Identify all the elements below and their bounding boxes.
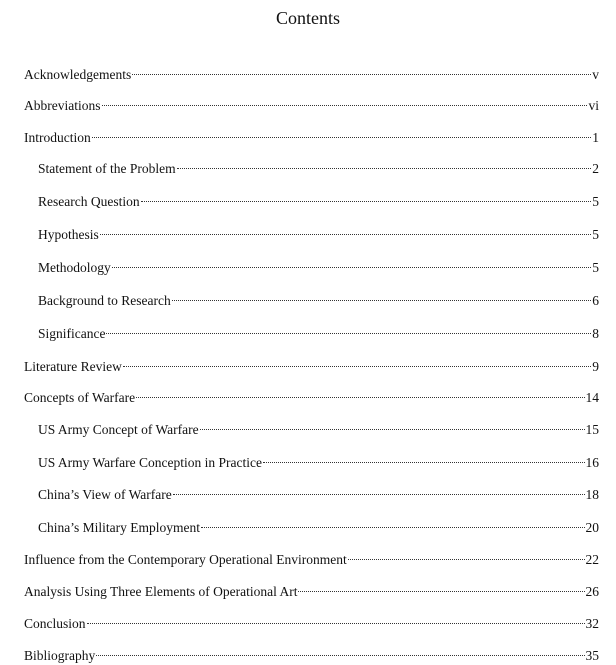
dot-leader <box>106 320 591 338</box>
toc-entry-label: US Army Warfare Conception in Practice <box>38 455 262 470</box>
toc-entry-page: 16 <box>585 455 599 470</box>
dot-leader <box>173 481 585 499</box>
toc-entry-page: 26 <box>585 584 599 599</box>
toc-entry-label: Statement of the Problem <box>38 161 176 176</box>
dot-leader <box>177 155 592 173</box>
toc-entry-label: Bibliography <box>24 648 96 663</box>
toc-entry-label: Significance <box>38 326 106 341</box>
toc-entry-label: Introduction <box>24 130 91 145</box>
toc-entry-page: 5 <box>592 227 599 242</box>
toc-entry-research-question[interactable] <box>38 188 599 209</box>
toc-entry-literature-review[interactable] <box>24 353 599 374</box>
toc-entry-methodology[interactable] <box>38 254 599 275</box>
dot-leader <box>172 287 592 305</box>
dot-leader <box>92 124 592 142</box>
dot-leader <box>136 384 584 402</box>
toc-entry-analysis-operational-art[interactable] <box>24 578 599 599</box>
toc-entry-page: vi <box>588 98 599 113</box>
dot-leader <box>132 61 591 79</box>
toc-entry-label: Methodology <box>38 260 111 275</box>
toc-entry-label: Acknowledgements <box>24 67 132 82</box>
dot-leader <box>200 416 585 434</box>
toc-entry-label: China’s View of Warfare <box>38 487 172 502</box>
toc-entry-us-army-concept-of-warfare[interactable] <box>38 416 599 437</box>
dot-leader <box>96 642 584 660</box>
toc-entry-page: 22 <box>585 552 599 567</box>
toc-entry-page: 6 <box>592 293 599 308</box>
toc-entry-page: 14 <box>585 390 599 405</box>
toc-entry-significance[interactable] <box>38 320 599 341</box>
toc-entry-page: 35 <box>585 648 599 663</box>
toc-entry-acknowledgements[interactable] <box>24 61 599 82</box>
page-title: Contents <box>275 8 340 28</box>
toc-entry-page: 8 <box>592 326 599 341</box>
dot-leader <box>102 92 588 110</box>
dot-leader <box>348 546 585 564</box>
dot-leader <box>112 254 592 272</box>
toc-entry-page: 5 <box>592 260 599 275</box>
dot-leader <box>100 221 592 239</box>
toc-entry-page: 9 <box>592 359 599 374</box>
toc-entry-background-to-research[interactable] <box>38 287 599 308</box>
toc-entry-label: Background to Research <box>38 293 171 308</box>
toc-entry-page: 2 <box>592 161 599 176</box>
toc-entry-page: 18 <box>585 487 599 502</box>
toc-entry-page: 32 <box>585 616 599 631</box>
toc-entry-label: Concepts of Warfare <box>24 390 136 405</box>
toc-entry-conclusion[interactable] <box>24 610 599 631</box>
toc-entry-label: Hypothesis <box>38 227 99 242</box>
toc-entry-label: China’s Military Employment <box>38 520 200 535</box>
toc-entry-page: 5 <box>592 194 599 209</box>
toc-entry-us-army-warfare-conception[interactable] <box>38 449 599 470</box>
dot-leader <box>123 353 591 371</box>
toc-entry-label: Analysis Using Three Elements of Operational Art <box>24 584 298 599</box>
toc-entry-bibliography[interactable] <box>24 642 599 663</box>
toc-entry-page: 15 <box>585 422 599 437</box>
toc-entry-chinas-military-employment[interactable] <box>38 514 599 535</box>
toc-entry-contemporary-operational-environment[interactable] <box>24 546 599 567</box>
toc-entry-introduction[interactable] <box>24 124 599 145</box>
dot-leader <box>87 610 585 628</box>
toc-entry-label: Research Question <box>38 194 140 209</box>
toc-entry-page: 1 <box>592 130 599 145</box>
toc-entry-label: Conclusion <box>24 616 86 631</box>
toc-entry-chinas-view-of-warfare[interactable] <box>38 481 599 502</box>
dot-leader <box>298 578 584 596</box>
dot-leader <box>141 188 592 206</box>
dot-leader <box>263 449 585 467</box>
toc-entry-label: Abbreviations <box>24 98 101 113</box>
toc-entry-concepts-of-warfare[interactable] <box>24 384 599 405</box>
toc-entry-statement-of-the-problem[interactable] <box>38 155 599 176</box>
dot-leader <box>201 514 585 532</box>
toc-entry-abbreviations[interactable] <box>24 92 599 113</box>
toc-entry-label: Influence from the Contemporary Operational Environment <box>24 552 347 567</box>
toc-entry-hypothesis[interactable] <box>38 221 599 242</box>
toc-entry-page: 20 <box>585 520 599 535</box>
toc-entry-page: v <box>592 67 599 82</box>
toc-entry-label: Literature Review <box>24 359 122 374</box>
toc-entry-label: US Army Concept of Warfare <box>38 422 199 437</box>
